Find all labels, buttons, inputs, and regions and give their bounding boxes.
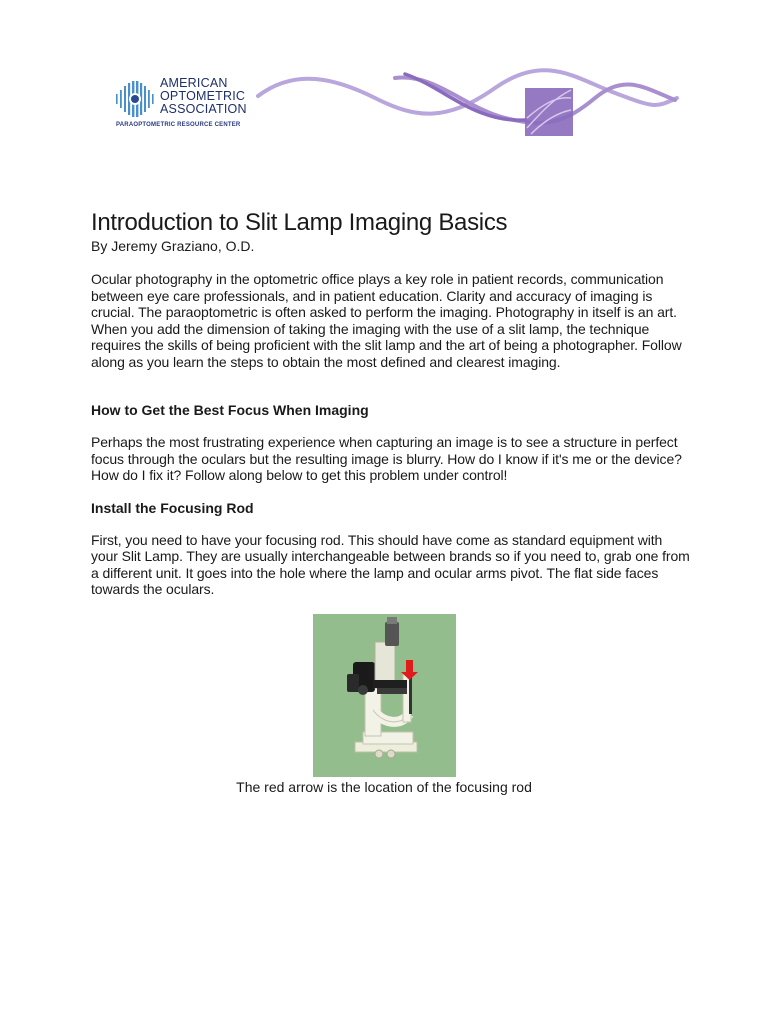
section-heading-focusing-rod: Install the Focusing Rod: [91, 499, 254, 516]
article-byline: By Jeremy Graziano, O.D.: [91, 238, 255, 254]
article: [91, 208, 691, 598]
section-heading-best-focus: How to Get the Best Focus When Imaging: [91, 402, 369, 418]
aoa-logo-mark-icon: [114, 78, 158, 122]
logo-name-line2: OPTOMETRIC: [160, 89, 246, 103]
page-header: [0, 0, 768, 150]
focusing-rod-paragraph: First, you need to have your focusing rod. This should have come as standard equipment with your Slit Lamp. They are usually interchangeable between brands so if you need to, grab one from a different unit. It goes into the hole where the lamp and ocular arms pivot. The flat side faces towards the oculars.: [91, 531, 690, 597]
article-title: Introduction to Slit Lamp Imaging Basics: [91, 209, 508, 236]
best-focus-paragraph: Perhaps the most frustrating experience when capturing an image is to see a structure in perfect focus through the oculars but the resulting image is blurry. How do I know if it's me or the device? How do I fix it? Follow along below to get this problem under control!: [91, 434, 682, 483]
aoa-logo: [114, 74, 247, 134]
decorative-wave-icon: [255, 68, 680, 140]
figure-caption: The red arrow is the location of the focusing rod: [236, 779, 532, 795]
logo-name-line3: ASSOCIATION: [160, 102, 247, 116]
logo-name-line1: AMERICAN: [160, 76, 228, 90]
aoa-logo-name: [160, 77, 247, 116]
slit-lamp-illustration-icon: [313, 614, 456, 777]
logo-subtitle: PARAOPTOMETRIC RESOURCE CENTER: [116, 122, 241, 128]
intro-paragraph: Ocular photography in the optometric office plays a key role in patient records, communication between eye care professionals, and in patient education. Clarity and accuracy of imaging is crucial. The paraoptometric is often asked to perform the imaging. Photography in itself is an art. When you add the dimension of taking the imaging with the use of a slit lamp, the technique requires the skills of being proficient with the slit lamp and the art of being a photographer. Follow along as you learn the steps to obtain the most defined and clearest imaging.: [91, 271, 682, 370]
slit-lamp-figure: [313, 614, 456, 777]
